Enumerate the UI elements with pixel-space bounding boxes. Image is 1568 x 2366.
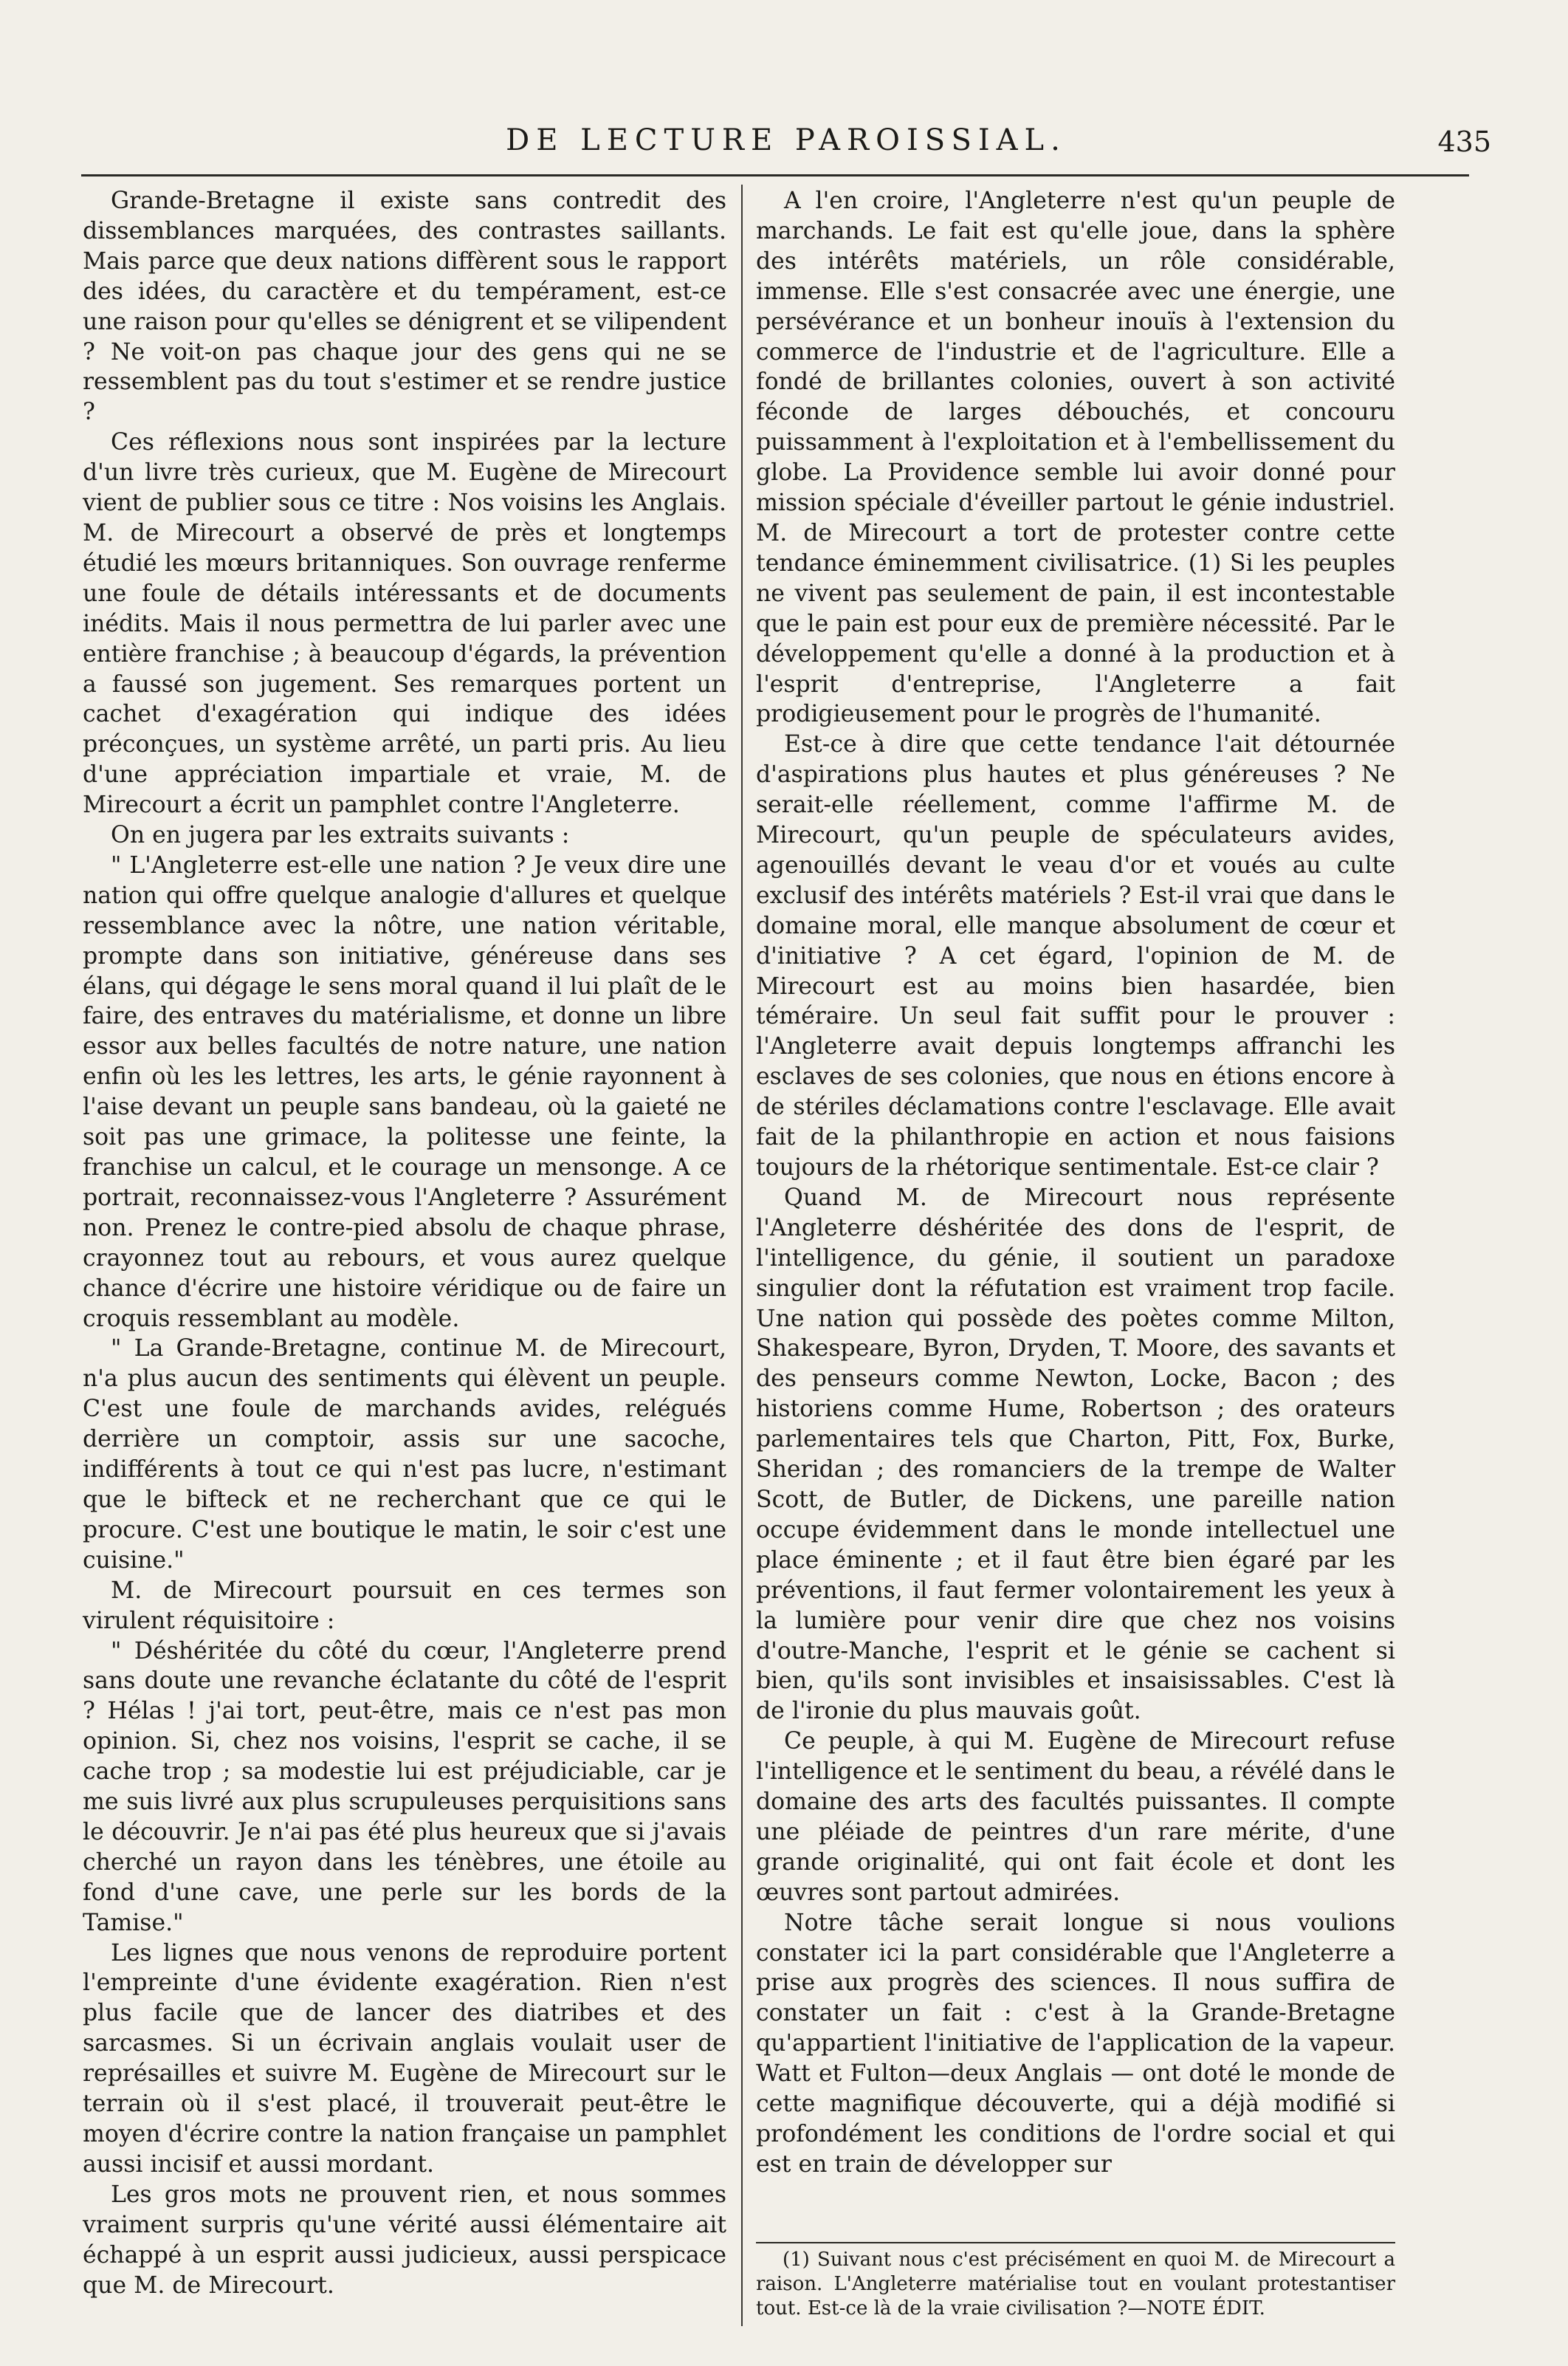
footnote-rule — [756, 2242, 1395, 2243]
column-divider — [741, 185, 743, 2326]
paragraph: Quand M. de Mirecourt nous représente l'Angleterre déshéritée des dons de l'esprit, de l'intelligence, du génie, il soutient un paradoxe singulier dont la réfutation est vraiment trop facile. Une nation qui possède des poètes comme Milton, Shakespeare, Byron, Dryden, T. Moore, des savants et des penseurs comme Newton, Locke, Bacon ; des historiens comme Hume, Robertson ; des orateurs parlementaires tels que Charton, Pitt, Fox, Burke, Sheridan ; des romanciers de la trempe de Walter Scott, de Butler, de Dickens, une pareille nation occupe évidemment dans le monde intellectuel une place éminente ; et il faut être bien égaré par les préventions, il faut fermer volontairement les yeux à la lumière pour venir dire que chez nos voisins d'outre-Manche, l'esprit et le génie se cachent si bien, qu'ils sont invisibles et insaisissables. C'est là de l'ironie du plus mauvais goût. — [756, 1184, 1395, 1725]
paragraph: A l'en croire, l'Angleterre n'est qu'un peuple de marchands. Le fait est qu'elle joue, dans la sphère des intérêts matériels, un rôle considérable, immense. Elle s'est consacrée avec une énergie, une persévérance et un bonheur inouïs à l'extension du commerce de l'industrie et de l'agriculture. Elle a fondé de brillantes colonies, ouvert à son activité féconde de larges débouchés, et concouru puissamment à l'exploitation et à l'embellissement du globe. La Providence semble lui avoir donné pour mission spéciale d'éveiller partout le génie industriel. M. de Mirecourt a tort de protester contre cette tendance éminemment civilisatrice. (1) Si les peuples ne vivent pas seulement de pain, il est incontestable que le pain est pour eux de première nécessité. Par le développement qu'elle a donné à la production et à l'esprit d'entreprise, l'Angleterre a fait prodigieusement pour le progrès de l'humanité. — [756, 188, 1395, 728]
paragraph: Grande-Bretagne il existe sans contredit des dissemblances marquées, des contrastes saillants. Mais parce que deux nations diffèrent sous le rapport des idées, du caractère et du tempérament, est-ce une raison pour qu'elles se dénigrent et se vilipendent ? Ne voit-on pas chaque jour des gens qui ne se ressemblent pas du tout s'estimer et se rendre justice ? — [83, 188, 726, 426]
paragraph: Les gros mots ne prouvent rien, et nous sommes vraiment surpris qu'une vérité aussi élémentaire ait échappé à un esprit aussi judicieux, aussi perspicace que M. de Mirecourt. — [83, 2181, 726, 2299]
paragraph: " La Grande-Bretagne, continue M. de Mirecourt, n'a plus aucun des sentiments qui élèvent un peuple. C'est une foule de marchands avides, relégués derrière un comptoir, assis sur une sacoche, indifférents à tout ce qui n'est pas lucre, n'estimant que le bifteck et ne recherchant que ce qui le procure. C'est une boutique le matin, le soir c'est une cuisine." — [83, 1335, 726, 1574]
footnote — [756, 2248, 1395, 2321]
running-title: DE LECTURE PAROISSIAL. — [506, 123, 1067, 157]
paragraph: On en jugera par les extraits suivants : — [111, 822, 570, 849]
page-number: 435 — [1437, 126, 1491, 158]
paragraph: " L'Angleterre est-elle une nation ? Je veux dire une nation qui offre quelque analogie d'allures et quelque ressemblance avec la nôtre, une nation véritable, prompte dans son initiative, généreuse dans ses élans, qui dégage le sens moral quand il lui plaît de le faire, des entraves du matérialisme, et donne un libre essor aux belles facultés de notre nature, une nation enfin où les les lettres, les arts, le génie rayonnent à l'aise devant un peuple sans bandeau, où la gaieté ne soit pas une grimace, la politesse une feinte, la franchise un calcul, et le courage un mensonge. A ce portrait, reconnaissez-vous l'Angleterre ? Assurément non. Prenez le contre-pied absolu de chaque phrase, crayonnez tout au rebours, et vous aurez quelque chance d'écrire une histoire véridique ou de faire un croquis ressemblant au modèle. — [83, 851, 726, 1332]
header-rule — [81, 174, 1469, 176]
page-header — [81, 120, 1491, 171]
paragraph: Est-ce à dire que cette tendance l'ait détournée d'aspirations plus hautes et plus généreuses ? Ne serait-elle réellement, comme l'affirme M. de Mirecourt, qu'un peuple de spéculateurs avides, agenouillés devant le veau d'or et voués au culte exclusif des intérêts matériels ? Est-il vrai que dans le domaine moral, elle manque absolument de cœur et d'initiative ? A cet égard, l'opinion de M. de Mirecourt est au moins bien hasardée, bien téméraire. Un seul fait suffit pour le prouver : l'Angleterre avait depuis longtemps affranchi les esclaves de ses colonies, que nous en étions encore à de stériles déclamations contre l'esclavage. Elle avait fait de la philanthropie en action et nous faisions toujours de la rhétorique sentimentale. Est-ce clair ? — [756, 731, 1395, 1181]
paragraph: Ce peuple, à qui M. Eugène de Mirecourt refuse l'intelligence et le sentiment du beau, a révélé dans le domaine des arts des facultés puissantes. Il compte une pléiade de peintres d'un rare mérite, d'une grande originalité, qui ont fait école et dont les œuvres sont partout admirées. — [756, 1728, 1395, 1906]
paragraph: Les lignes que nous venons de reproduire portent l'empreinte d'une évidente exagération. Rien n'est plus facile que de lancer des diatribes et des sarcasmes. Si un écrivain anglais voulait user de représailles et suivre M. Eugène de Mirecourt sur le terrain où il s'est placé, il trouverait peut-être le moyen d'écrire contre la nation française un pamphlet aussi incisif et aussi mordant. — [83, 1939, 726, 2178]
paragraph: M. de Mirecourt poursuit en ces termes son virulent réquisitoire : — [83, 1577, 726, 1634]
paragraph: Notre tâche serait longue si nous voulions constater ici la part considérable que l'Angleterre a prise aux progrès des sciences. Il nous suffira de constater un fait : c'est à la Grande-Bretagne qu'appartient l'initiative de l'application de la vapeur. Watt et Fulton—deux Anglais — ont doté le monde de cette magnifique découverte, qui a déjà modifié si profondément les conditions de l'ordre social et qui est en train de développer sur — [756, 1909, 1395, 2178]
right-column — [756, 186, 1395, 2246]
footnote-text: (1) Suivant nous c'est précisément en quoi M. de Mirecourt a raison. L'Angleterre matérialise tout en voulant protestantiser tout. Est-ce là de la vraie civilisation ?—NOTE ÉDIT. — [756, 2249, 1395, 2319]
paragraph: " Déshéritée du côté du cœur, l'Angleterre prend sans doute une revanche éclatante du côté de l'esprit ? Hélas ! j'ai tort, peut-être, mais ce n'est pas mon opinion. Si, chez nos voisins, l'esprit se cache, il se cache trop ; sa modestie lui est préjudiciable, car je me suis livré aux plus scrupuleuses perquisitions sans le découvrir. Je n'ai pas été plus heureux que si j'avais cherché un rayon dans les ténèbres, une étoile au fond d'une cave, une perle sur les bords de la Tamise." — [83, 1637, 726, 1936]
paragraph: Ces réflexions nous sont inspirées par la lecture d'un livre très curieux, que M. Eugène de Mirecourt vient de publier sous ce titre : Nos voisins les Anglais. M. de Mirecourt a observé de près et longtemps étudié les mœurs britanniques. Son ouvrage renferme une foule de détails intéressants et de documents inédits. Mais il nous permettra de lui parler avec une entière franchise ; à beaucoup d'égards, la prévention a faussé son jugement. Ses remarques portent un cachet d'exagération qui indique des idées préconçues, un système arrêté, un parti pris. Au lieu d'une appréciation impartiale et vraie, M. de Mirecourt a écrit un pamphlet contre l'Angleterre. — [83, 429, 726, 819]
left-column — [83, 186, 726, 2328]
